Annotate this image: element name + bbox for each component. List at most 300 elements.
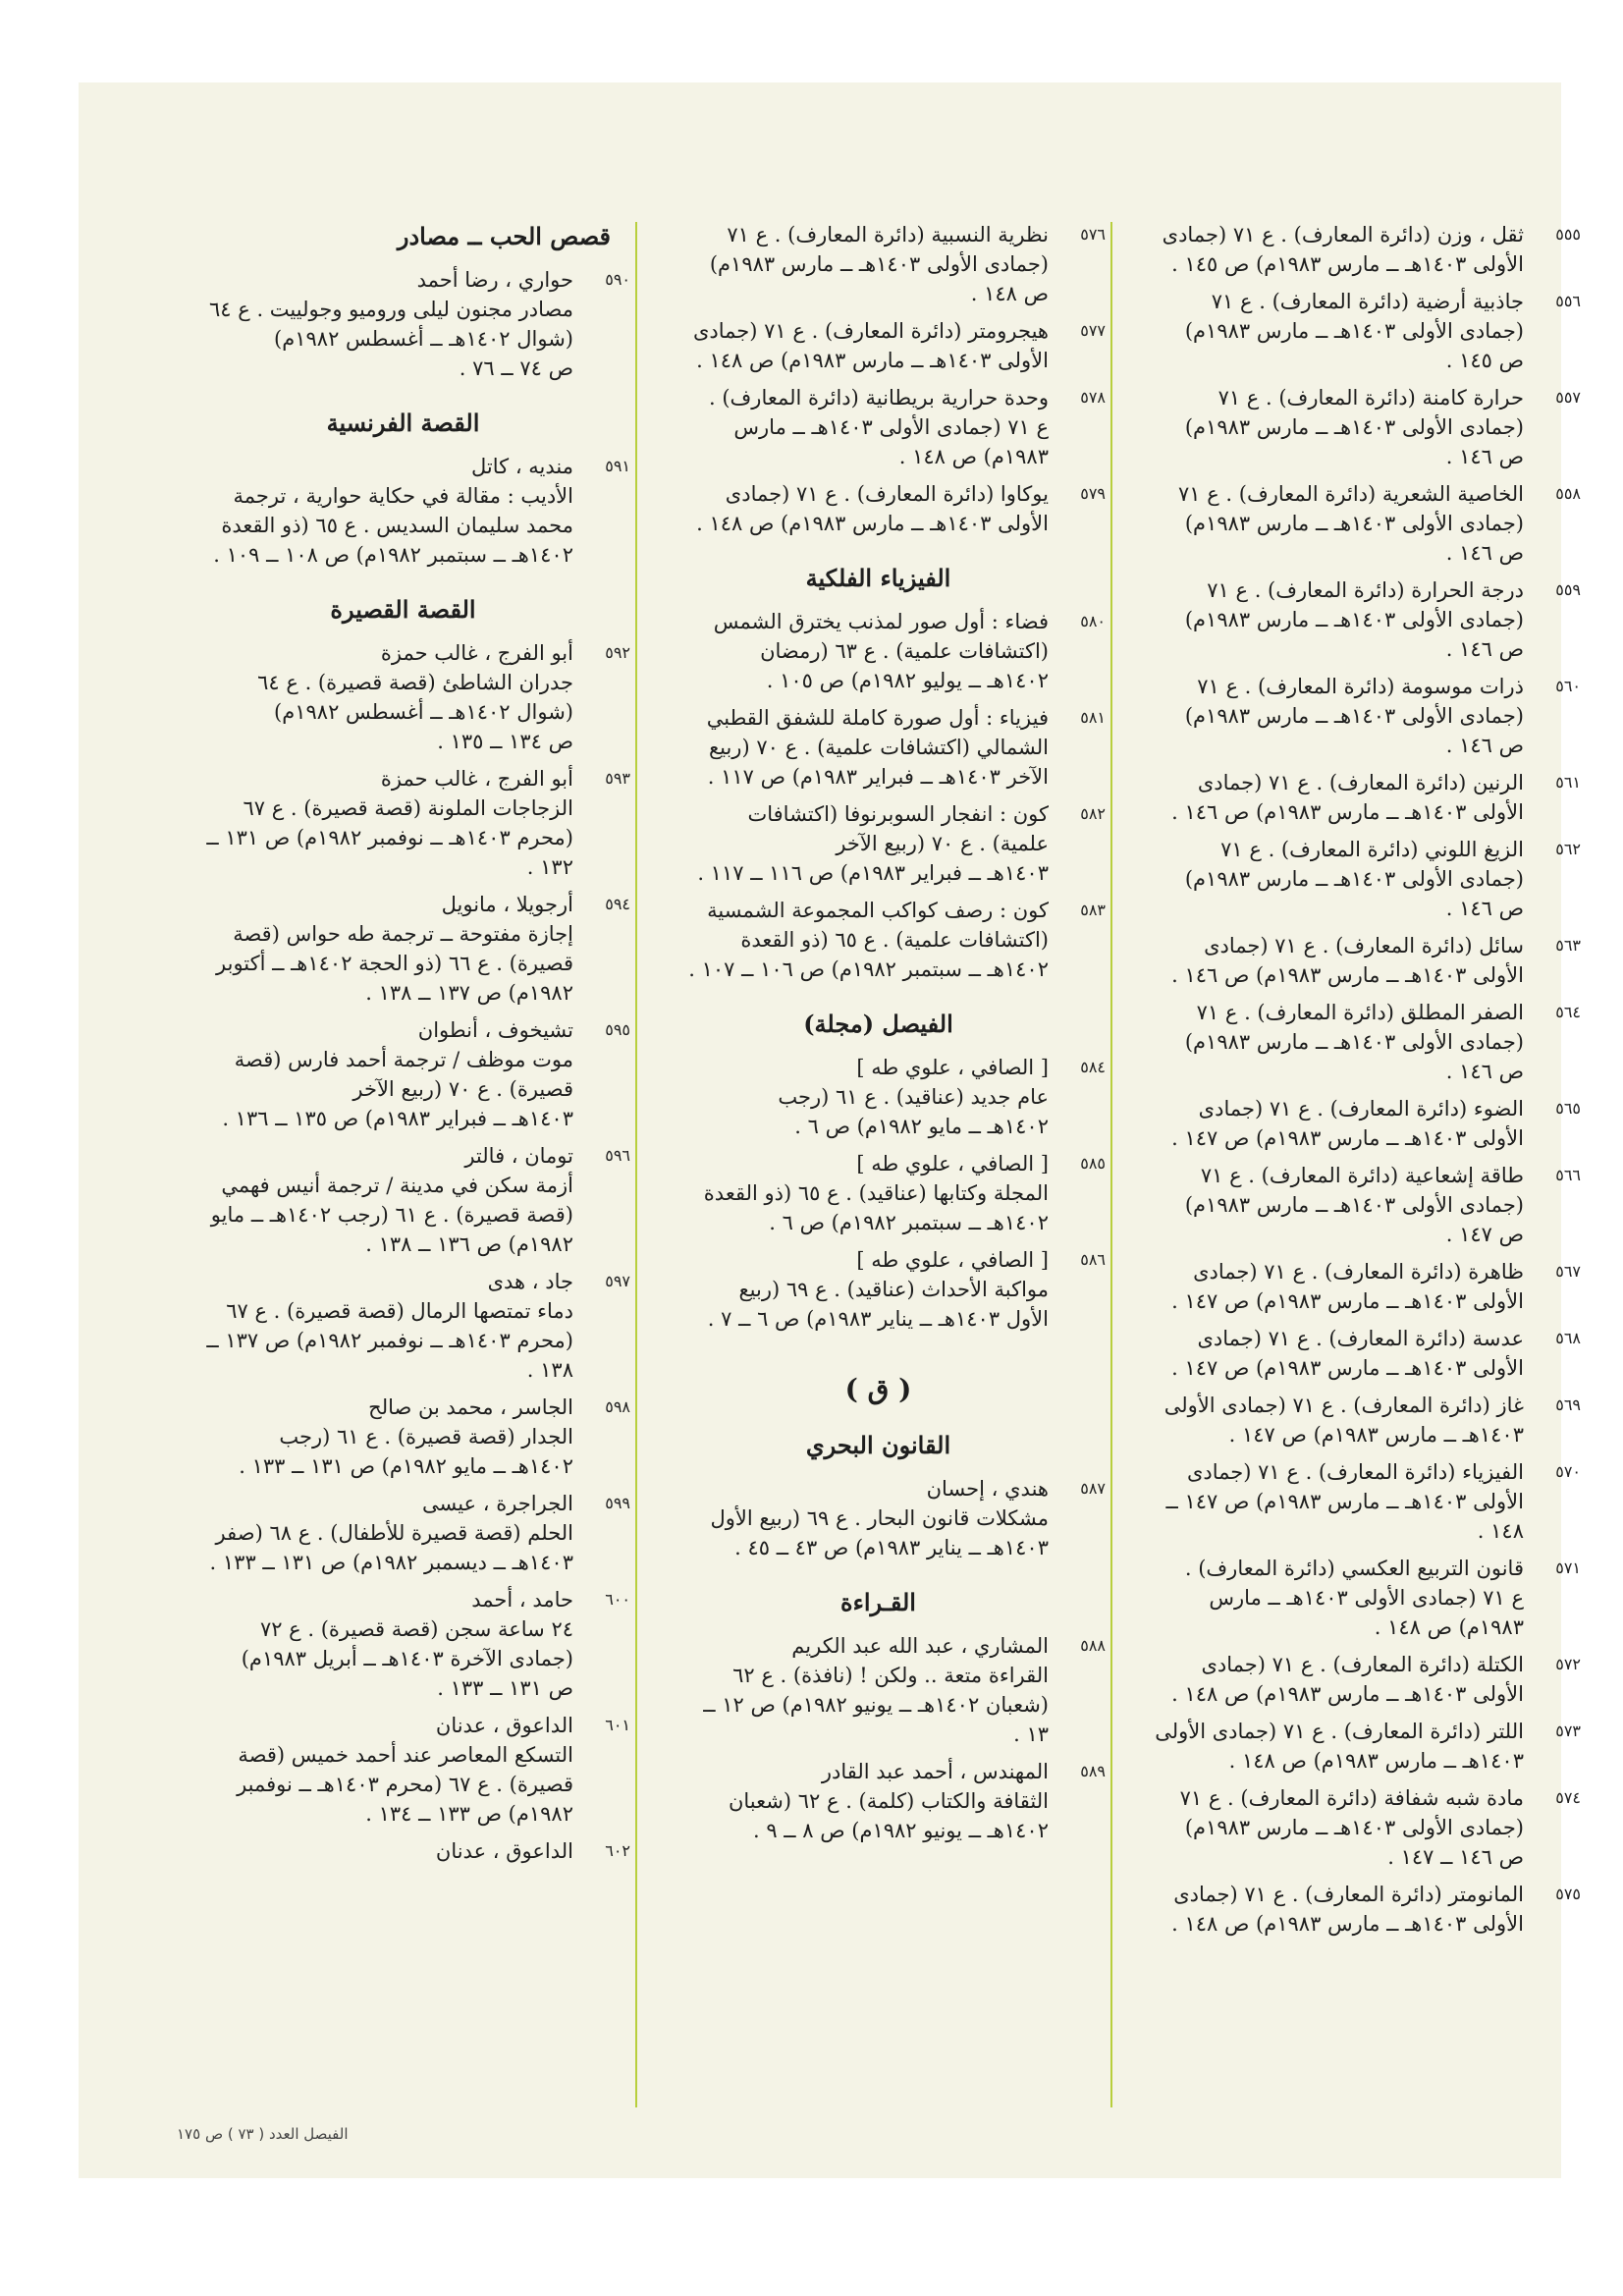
entry-line: الأولى ١٤٠٣هـ ــ مارس ١٩٨٣م) ص ١٤٨ . <box>1171 1912 1524 1936</box>
entry-line: المانومتر (دائرة المعارف) . ع ٧١ (جمادى <box>1173 1883 1524 1906</box>
entry-line: مواكبة الأحداث (عناقيد) . ع ٦٩ (ربيع <box>738 1278 1049 1301</box>
index-entry <box>651 1245 1106 1334</box>
entry-text <box>176 1015 573 1133</box>
entry-text <box>1126 672 1524 760</box>
entry-line: ص ١٤٦ ــ ١٤٧ . <box>1387 1845 1524 1869</box>
entry-text <box>176 1393 573 1481</box>
index-entry <box>651 1631 1106 1749</box>
entry-line: (محرم ١٤٠٣هـ ــ نوفمبر ١٩٨٢م) ص ١٣١ ــ <box>206 826 573 849</box>
entry-line: ص ١٤٥ . <box>1445 349 1524 372</box>
entry-number: ٥٨٢ <box>1080 804 1106 823</box>
entry-line: ١٤٠٣هـ ــ مارس ١٩٨٣م) ص ١٤٧ . <box>1228 1423 1524 1447</box>
entry-line: ص ١٤٦ . <box>1445 897 1524 920</box>
column-right <box>1126 220 1581 1946</box>
entry-number: ٥٧٨ <box>1080 388 1106 407</box>
entry-line: (شوال ١٤٠٢هـ ــ أغسطس ١٩٨٢م) <box>274 327 573 351</box>
entry-number: ٥٧٣ <box>1555 1722 1581 1740</box>
entry-line: ١٤٠٣هـ ــ ديسمبر ١٩٨٢م) ص ١٣١ ــ ١٣٣ . <box>209 1551 573 1574</box>
entry-line: ١٣٨ . <box>526 1358 573 1382</box>
letter-heading: ( ق ) <box>844 1373 912 1405</box>
index-entry <box>1126 835 1581 923</box>
index-entry <box>1126 931 1581 990</box>
entry-text <box>651 220 1049 308</box>
entry-number: ٥٥٦ <box>1555 292 1581 310</box>
entry-line: المهندس ، أحمد عبد القادر <box>821 1760 1049 1783</box>
index-entry <box>1126 1880 1581 1939</box>
entry-line: الآخر ١٤٠٣هـ ــ فبراير ١٩٨٣م) ص ١١٧ . <box>707 765 1049 789</box>
entry-line: ١٤٠٢هـ ــ يونيو ١٩٨٢م) ص ٨ ــ ٩ . <box>752 1819 1049 1842</box>
entry-line: مادة شبه شفافة (دائرة المعارف) . ع ٧١ <box>1179 1786 1524 1810</box>
entry-number: ٥٨٦ <box>1080 1250 1106 1269</box>
entry-line: الأولى ١٤٠٣هـ ــ مارس ١٩٨٣م) ص ١٤٥ . <box>1171 252 1524 276</box>
entry-text <box>1126 1094 1524 1153</box>
entry-line: سائل (دائرة المعارف) . ع ٧١ (جمادى <box>1204 934 1524 957</box>
entry-line: المجلة وكتابها (عناقيد) . ع ٦٥ (ذو القعدة <box>703 1181 1049 1205</box>
entry-text <box>651 1245 1049 1334</box>
entry-number: ٥٦٢ <box>1555 840 1581 858</box>
entry-line: ١٤٠٣هـ ــ يناير ١٩٨٣م) ص ٤٣ ــ ٤٥ . <box>734 1536 1049 1559</box>
entry-line: (شوال ١٤٠٢هـ ــ أغسطس ١٩٨٢م) <box>274 700 573 724</box>
entry-number: ٦٠٢ <box>605 1841 630 1860</box>
entry-line: ١٤٠٢هـ ــ مايو ١٩٨٢م) ص ٦ . <box>794 1115 1049 1138</box>
entry-line: الخاصية الشعرية (دائرة المعارف) . ع ٧١ <box>1177 482 1524 506</box>
entry-line: (قصة قصيرة) . ع ٦١ (رجب ١٤٠٢هـ ــ مايو <box>210 1203 573 1227</box>
entry-line: قصيرة) . ع ٦٧ (محرم ١٤٠٣هـ ــ نوفمبر <box>237 1773 573 1796</box>
journal-page <box>79 82 1581 2178</box>
index-entry <box>1126 1161 1581 1249</box>
entry-line: ١٤٠٢هـ ــ يوليو ١٩٨٢م) ص ١٠٥ . <box>766 669 1049 692</box>
entry-line: ١٤٨ . <box>1477 1519 1524 1543</box>
entry-number: ٥٩٥ <box>605 1020 630 1039</box>
entry-line: الأولى ١٤٠٣هـ ــ مارس ١٩٨٣م) ص ١٤٨ . <box>696 512 1049 535</box>
entry-line: الحلم (قصة قصيرة للأطفال) . ع ٦٨ (صفر <box>215 1521 573 1545</box>
entry-number: ٥٦٦ <box>1555 1166 1581 1184</box>
entry-line: [ الصافي ، علوي طه ] <box>856 1152 1049 1175</box>
entry-line: عدسة (دائرة المعارف) . ع ٧١ (جمادى <box>1197 1327 1524 1350</box>
entry-line: الأولى ١٤٠٣هـ ــ مارس ١٩٨٣م) ص ١٤٧ ــ <box>1165 1490 1524 1513</box>
entry-line: الجاسر ، محمد بن صالح <box>368 1395 573 1419</box>
entry-line: أبو الفرج ، غالب حمزة <box>380 641 573 665</box>
entry-text <box>176 1585 573 1703</box>
entry-text <box>651 799 1049 888</box>
entry-number: ٦٠١ <box>605 1716 630 1734</box>
entry-line: ١٤٠٢هـ ــ سبتمبر ١٩٨٢م) ص ١٠٨ ــ ١٠٩ . <box>213 543 573 567</box>
entry-line: ١٣٢ . <box>526 855 573 879</box>
entry-line: الأول ١٤٠٣هـ ــ يناير ١٩٨٣م) ص ٦ ــ ٧ . <box>707 1307 1049 1331</box>
entry-number: ٥٩٤ <box>605 895 630 913</box>
entry-text <box>1126 1257 1524 1316</box>
entry-line: الأديب : مقالة في حكاية حوارية ، ترجمة <box>233 484 573 508</box>
entry-line: ثقل ، وزن (دائرة المعارف) . ع ٧١ (جمادى <box>1162 223 1524 246</box>
index-entry <box>176 1836 630 1866</box>
entry-line: فضاء : أول صور لمذنب يخترق الشمس <box>713 610 1049 633</box>
entry-line: ص ١٤٨ . <box>970 282 1049 305</box>
entry-text <box>1126 1783 1524 1872</box>
entry-line: التسكع المعاصر عند أحمد خميس (قصة <box>238 1743 573 1767</box>
index-entry <box>176 1015 630 1133</box>
entry-line: درجة الحرارة (دائرة المعارف) . ع ٧١ <box>1207 578 1524 602</box>
entry-number: ٥٦٠ <box>1555 677 1581 695</box>
entry-number: ٥٦٨ <box>1555 1329 1581 1347</box>
index-entry <box>1126 575 1581 664</box>
index-entry <box>1126 768 1581 827</box>
entry-line: ص ١٤٦ . <box>1445 637 1524 661</box>
entry-text <box>651 1757 1049 1845</box>
entry-line: (جمادى الأولى ١٤٠٣هـ ــ مارس ١٩٨٣م) <box>1184 1816 1524 1839</box>
entry-line: أزمة سكن في مدينة / ترجمة أنيس فهمي <box>221 1174 573 1197</box>
entry-line: منديه ، كاتل <box>471 455 573 478</box>
entry-line: (جمادى الأولى ١٤٠٣هـ ــ مارس ١٩٨٣م) <box>1184 1030 1524 1054</box>
entry-line: (جمادى الأولى ١٤٠٣هـ ــ مارس ١٩٨٣م) <box>1184 415 1524 439</box>
entry-line: محمد سليمان السديس . ع ٦٥ (ذو القعدة <box>221 514 573 537</box>
entry-text <box>1126 1324 1524 1383</box>
section-heading: قصص الحب ــ مصادر <box>397 222 611 250</box>
entry-line: ١٩٨٢م) ص ١٣٦ ــ ١٣٨ . <box>365 1232 573 1256</box>
entry-text <box>176 764 573 882</box>
entry-line: ص ١٤٦ . <box>1445 445 1524 468</box>
entry-number: ٥٦٣ <box>1555 936 1581 955</box>
entry-line: مشكلات قانون البحار . ع ٦٩ (ربيع الأول <box>710 1506 1049 1530</box>
entry-number: ٥٩٨ <box>605 1397 630 1416</box>
entry-line: (اكتشافات علمية) . ع ٦٥ (ذو القعدة <box>740 928 1049 952</box>
entry-line: [ الصافي ، علوي طه ] <box>856 1056 1049 1079</box>
entry-text <box>176 890 573 1008</box>
entry-line: الزيغ اللوني (دائرة المعارف) . ع ٧١ <box>1220 838 1524 861</box>
entry-number: ٥٨٥ <box>1080 1154 1106 1173</box>
column-left <box>176 220 630 1874</box>
entry-text <box>651 1053 1049 1141</box>
index-entry <box>1126 1391 1581 1449</box>
entry-text <box>176 265 573 383</box>
column-middle <box>651 220 1106 1853</box>
entry-number: ٥٩١ <box>605 457 630 475</box>
entry-number: ٥٨٣ <box>1080 901 1106 919</box>
entry-text <box>1126 1161 1524 1249</box>
entry-line: ١٩٨٣م) ص ١٤٨ . <box>1374 1615 1524 1639</box>
index-entry <box>1126 287 1581 375</box>
entry-line: علمية) . ع ٧٠ (ربيع الآخر <box>836 832 1049 855</box>
index-entry <box>651 1474 1106 1562</box>
entry-text <box>1126 479 1524 568</box>
entry-line: ص ١٤٦ . <box>1445 541 1524 565</box>
entry-line: قصيرة) . ع ٦٦ (ذو الحجة ١٤٠٢هـ ــ أكتوبر <box>216 952 573 975</box>
entry-line: جاد ، هدى <box>487 1270 573 1293</box>
entry-line: هيجرومتر (دائرة المعارف) . ع ٧١ (جمادى <box>692 319 1049 343</box>
index-entry <box>176 1489 630 1577</box>
section-heading: الفيصل (مجلة) <box>803 1010 953 1038</box>
entry-number: ٥٧٢ <box>1555 1655 1581 1673</box>
entry-number: ٥٩٠ <box>605 270 630 289</box>
entry-text <box>651 479 1049 538</box>
entry-line: هندي ، إحسان <box>926 1477 1049 1501</box>
entry-line: دماء تمتصها الرمال (قصة قصيرة) . ع ٦٧ <box>226 1299 573 1323</box>
entry-line: وحدة حرارية بريطانية (دائرة المعارف) . <box>708 386 1049 410</box>
entry-text <box>176 1836 573 1866</box>
index-entry <box>651 383 1106 471</box>
index-entry <box>651 703 1106 792</box>
entry-text <box>651 1631 1049 1749</box>
entry-number: ٦٠٠ <box>605 1590 630 1609</box>
index-entry <box>651 1757 1106 1845</box>
section-heading: القصة الفرنسية <box>326 409 480 437</box>
index-entry <box>176 1141 630 1259</box>
entry-line: الجدار (قصة قصيرة) . ع ٦١ (رجب <box>279 1425 573 1449</box>
entry-line: ٢٤ ساعة سجن (قصة قصيرة) . ع ٧٢ <box>259 1617 573 1641</box>
section-heading: الفيزياء الفلكية <box>805 564 951 592</box>
entry-line: [ الصافي ، علوي طه ] <box>856 1248 1049 1272</box>
index-entry <box>1126 1717 1581 1776</box>
entry-line: (محرم ١٤٠٣هـ ــ نوفمبر ١٩٨٢م) ص ١٣٧ ــ <box>206 1329 573 1352</box>
entry-number: ٥٦٧ <box>1555 1262 1581 1281</box>
entry-line: ص ١٤٦ . <box>1445 1060 1524 1083</box>
entry-line: مصادر مجنون ليلى وروميو وجولييت . ع ٦٤ <box>209 298 573 321</box>
entry-line: ع ٧١ (جمادى الأولى ١٤٠٣هـ ــ مارس <box>1209 1586 1524 1610</box>
entry-line: (اكتشافات علمية) . ع ٦٣ (رمضان <box>760 639 1049 663</box>
entry-line: حامد ، أحمد <box>471 1588 573 1612</box>
entry-line: أبو الفرج ، غالب حمزة <box>380 767 573 791</box>
entry-line: الأولى ١٤٠٣هـ ــ مارس ١٩٨٣م) ص ١٤٨ . <box>1171 1682 1524 1706</box>
index-entry <box>176 1711 630 1829</box>
entry-line: طاقة إشعاعية (دائرة المعارف) . ع ٧١ <box>1200 1164 1524 1187</box>
index-entry <box>1126 1324 1581 1383</box>
entry-line: تشيخوف ، أنطوان <box>417 1018 573 1042</box>
entry-text <box>1126 1650 1524 1709</box>
index-entry <box>1126 672 1581 760</box>
entry-number: ٥٥٧ <box>1555 388 1581 407</box>
entry-line: ١٤٠٢هـ ــ مايو ١٩٨٢م) ص ١٣١ ــ ١٣٣ . <box>239 1454 573 1478</box>
entry-line: (جمادى الأولى ١٤٠٣هـ ــ مارس ١٩٨٣م) <box>1184 319 1524 343</box>
index-entry <box>176 265 630 383</box>
entry-text <box>651 896 1049 984</box>
entry-number: ٥٥٨ <box>1555 484 1581 503</box>
entry-number: ٥٧٦ <box>1080 225 1106 244</box>
entry-line: الأولى ١٤٠٣هـ ــ مارس ١٩٨٣م) ص ١٤٦ . <box>1171 963 1524 987</box>
entry-text <box>1126 1457 1524 1546</box>
entry-line: الأولى ١٤٠٣هـ ــ مارس ١٩٨٣م) ص ١٤٧ . <box>1171 1126 1524 1150</box>
entry-number: ٥٦٤ <box>1555 1003 1581 1021</box>
index-entry <box>651 479 1106 538</box>
entry-number: ٥٨٧ <box>1080 1479 1106 1498</box>
entry-line: غاز (دائرة المعارف) . ع ٧١ (جمادى الأولى <box>1163 1394 1524 1417</box>
index-entry <box>176 638 630 756</box>
index-entry <box>176 452 630 570</box>
index-entry <box>651 1149 1106 1237</box>
index-entry <box>1126 998 1581 1086</box>
entry-text <box>651 607 1049 695</box>
entry-number: ٥٦٥ <box>1555 1099 1581 1118</box>
section-heading: القصة القصيرة <box>330 595 476 624</box>
entry-text <box>1126 768 1524 827</box>
entry-number: ٥٧٤ <box>1555 1788 1581 1807</box>
entry-number: ٥٧٧ <box>1080 321 1106 340</box>
index-entry <box>176 890 630 1008</box>
entry-line: يوكاوا (دائرة المعارف) . ع ٧١ (جمادى <box>725 482 1049 506</box>
entry-line: فيزياء : أول صورة كاملة للشفق القطبي <box>706 706 1049 730</box>
entry-line: ص ١٤٧ . <box>1445 1223 1524 1246</box>
entry-text <box>176 1711 573 1829</box>
index-entry <box>651 896 1106 984</box>
entry-number: ٥٩٩ <box>605 1494 630 1512</box>
entry-line: ١٣ . <box>1013 1722 1049 1746</box>
entry-line: الداعوق ، عدنان <box>435 1839 573 1863</box>
entry-line: كون : انفجار السوبرنوفا (اكتشافات <box>747 802 1049 826</box>
entry-number: ٥٨١ <box>1080 708 1106 727</box>
entry-text <box>1126 575 1524 664</box>
entry-line: (جمادى الأولى ١٤٠٣هـ ــ مارس ١٩٨٣م) <box>1184 867 1524 891</box>
index-entry <box>1126 1257 1581 1316</box>
section-heading: القـراءة <box>840 1588 916 1616</box>
index-entry <box>651 316 1106 375</box>
entry-line: الأولى ١٤٠٣هـ ــ مارس ١٩٨٣م) ص ١٤٨ . <box>696 349 1049 372</box>
entry-number: ٥٦٩ <box>1555 1395 1581 1414</box>
entry-text <box>1126 1554 1524 1642</box>
entry-line: ص ١٤٦ . <box>1445 734 1524 757</box>
entry-number: ٥٧١ <box>1555 1558 1581 1577</box>
entry-line: جدران الشاطئ (قصة قصيرة) . ع ٦٤ <box>257 671 573 694</box>
entry-line: اللتر (دائرة المعارف) . ع ٧١ (جمادى الأولى <box>1155 1720 1524 1743</box>
index-entry <box>1126 1783 1581 1872</box>
entry-line: كون : رصف كواكب المجموعة الشمسية <box>707 899 1049 922</box>
entry-text <box>1126 1717 1524 1776</box>
entry-number: ٥٧٠ <box>1555 1462 1581 1481</box>
entry-line: ١٤٠٣هـ ــ مارس ١٩٨٣م) ص ١٤٨ . <box>1228 1749 1524 1773</box>
entry-line: الثقافة والكتاب (كلمة) . ع ٦٢ (شعبان <box>728 1789 1049 1813</box>
entry-line: حرارة كامنة (دائرة المعارف) . ع ٧١ <box>1217 386 1524 410</box>
entry-text <box>1126 287 1524 375</box>
entry-line: ص ٧٤ ــ ٧٦ . <box>459 356 573 380</box>
entry-text <box>176 638 573 756</box>
entry-line: ١٤٠٢هـ ــ سبتمبر ١٩٨٢م) ص ٦ . <box>769 1211 1049 1234</box>
entry-line: الفيزياء (دائرة المعارف) . ع ٧١ (جمادى <box>1186 1460 1524 1484</box>
entry-line: الأولى ١٤٠٣هـ ــ مارس ١٩٨٣م) ص ١٤٦ . <box>1171 800 1524 824</box>
section-heading: القانون البحري <box>805 1431 951 1459</box>
index-entry <box>176 1393 630 1481</box>
entry-number: ٥٥٥ <box>1555 225 1581 244</box>
entry-text <box>176 1141 573 1259</box>
entry-line: نظرية النسبية (دائرة المعارف) . ع ٧١ <box>727 223 1049 246</box>
entry-line: القراءة متعة .. ولكن ! (نافذة) . ع ٦٢ <box>732 1664 1049 1687</box>
entry-line: ذرات موسومة (دائرة المعارف) . ع ٧١ <box>1197 675 1524 698</box>
entry-number: ٥٨٠ <box>1080 612 1106 630</box>
entry-line: ١٩٨٢م) ص ١٣٣ ــ ١٣٤ . <box>365 1802 573 1826</box>
index-entry <box>1126 1094 1581 1153</box>
entry-line: ص ١٣٤ ــ ١٣٥ . <box>437 730 573 753</box>
entry-number: ٥٦١ <box>1555 773 1581 792</box>
entry-line: الزجاجات الملونة (قصة قصيرة) . ع ٦٧ <box>243 796 573 820</box>
index-entry <box>651 220 1106 308</box>
index-entry <box>651 1053 1106 1141</box>
entry-text <box>1126 931 1524 990</box>
entry-line: الرنين (دائرة المعارف) . ع ٧١ (جمادى <box>1197 771 1524 794</box>
entry-text <box>1126 383 1524 471</box>
entry-line: الأولى ١٤٠٣هـ ــ مارس ١٩٨٣م) ص ١٤٧ . <box>1171 1289 1524 1313</box>
entry-line: إجازة مفتوحة ــ ترجمة طه حواس (قصة <box>233 922 573 946</box>
index-entry <box>1126 479 1581 568</box>
entry-line: قانون التربيع العكسي (دائرة المعارف) . <box>1184 1557 1524 1580</box>
index-entry <box>1126 1554 1581 1642</box>
entry-line: (جمادى الآخرة ١٤٠٣هـ ــ أبريل ١٩٨٣م) <box>241 1647 573 1670</box>
entry-line: الجراجرة ، عيسى <box>421 1492 573 1515</box>
entry-line: (جمادى الأولى ١٤٠٣هـ ــ مارس ١٩٨٣م) <box>1184 512 1524 535</box>
entry-line: ص ١٣١ ــ ١٣٣ . <box>437 1676 573 1700</box>
entry-line: الضوء (دائرة المعارف) . ع ٧١ (جمادى <box>1198 1097 1524 1121</box>
entry-line: قصيرة) . ع ٧٠ (ربيع الآخر <box>352 1077 573 1101</box>
entry-number: ٥٩٦ <box>605 1146 630 1165</box>
entry-text <box>1126 1880 1524 1939</box>
entry-line: ١٤٠٣هـ ــ فبراير ١٩٨٣م) ص ١٣٥ ــ ١٣٦ . <box>222 1107 573 1130</box>
entry-line: تومان ، فالتر <box>464 1144 573 1168</box>
entry-number: ٥٨٨ <box>1080 1636 1106 1655</box>
entry-line: عام جديد (عناقيد) . ع ٦١ (رجب <box>778 1085 1049 1109</box>
index-entry <box>651 799 1106 888</box>
entry-line: ١٩٨٣م) ص ١٤٨ . <box>898 445 1049 468</box>
entry-text <box>651 383 1049 471</box>
index-entry <box>176 1585 630 1703</box>
index-entry <box>1126 383 1581 471</box>
entry-line: (جمادى الأولى ١٤٠٣هـ ــ مارس ١٩٨٣م) <box>709 252 1049 276</box>
entry-number: ٥٩٣ <box>605 769 630 788</box>
entry-line: الداعوق ، عدنان <box>435 1714 573 1737</box>
entry-text <box>1126 998 1524 1086</box>
entry-line: الكتلة (دائرة المعارف) . ع ٧١ (جمادى <box>1201 1653 1524 1676</box>
entry-text <box>1126 1391 1524 1449</box>
entry-number: ٥٩٧ <box>605 1272 630 1290</box>
entry-line: (شعبان ١٤٠٢هـ ــ يونيو ١٩٨٢م) ص ١٢ ــ <box>703 1693 1049 1717</box>
index-entry <box>651 607 1106 695</box>
entry-number: ٥٨٩ <box>1080 1762 1106 1780</box>
entry-number: ٥٧٥ <box>1555 1885 1581 1903</box>
index-entry <box>1126 1457 1581 1546</box>
column-rule <box>1110 222 1112 2107</box>
entry-line: حواري ، رضا أحمد <box>416 268 573 292</box>
entry-line: ١٤٠٣هـ ــ فبراير ١٩٨٣م) ص ١١٦ ــ ١١٧ . <box>697 861 1049 885</box>
page-footer: الفيصل العدد ( ٧٣ ) ص ١٧٥ <box>177 2125 349 2143</box>
entry-line: المشاري ، عبد الله عبد الكريم <box>791 1634 1049 1658</box>
entry-line: ظاهرة (دائرة المعارف) . ع ٧١ (جمادى <box>1193 1260 1524 1284</box>
entry-number: ٥٨٤ <box>1080 1058 1106 1076</box>
entry-line: الصفر المطلق (دائرة المعارف) . ع ٧١ <box>1196 1001 1524 1024</box>
index-entry <box>1126 220 1581 279</box>
entry-line: ١٩٨٢م) ص ١٣٧ ــ ١٣٨ . <box>365 981 573 1005</box>
entry-line: (جمادى الأولى ١٤٠٣هـ ــ مارس ١٩٨٣م) <box>1184 704 1524 728</box>
entry-number: ٥٩٢ <box>605 643 630 662</box>
entry-line: أرجويلا ، مانويل <box>441 893 573 916</box>
entry-text <box>651 316 1049 375</box>
column-rule <box>635 222 637 2107</box>
entry-line: الشمالي (اكتشافات علمية) . ع ٧٠ (ربيع <box>708 736 1049 759</box>
entry-text <box>1126 835 1524 923</box>
entry-text <box>651 1474 1049 1562</box>
entry-line: ١٤٠٢هـ ــ سبتمبر ١٩٨٢م) ص ١٠٦ ــ ١٠٧ . <box>688 957 1049 981</box>
index-entry <box>176 764 630 882</box>
entry-number: ٥٧٩ <box>1080 484 1106 503</box>
entry-text <box>1126 220 1524 279</box>
entry-line: (جمادى الأولى ١٤٠٣هـ ــ مارس ١٩٨٣م) <box>1184 608 1524 631</box>
entry-number: ٥٥٩ <box>1555 580 1581 599</box>
entry-line: موت موظف / ترجمة أحمد فارس (قصة <box>234 1048 573 1071</box>
entry-text <box>651 703 1049 792</box>
entry-text <box>651 1149 1049 1237</box>
entry-line: جاذبية أرضية (دائرة المعارف) . ع ٧١ <box>1211 290 1524 313</box>
entry-text <box>176 1489 573 1577</box>
entry-line: ع ٧١ (جمادى الأولى ١٤٠٣هـ ــ مارس <box>733 415 1049 439</box>
index-entry <box>176 1267 630 1385</box>
entry-line: الأولى ١٤٠٣هـ ــ مارس ١٩٨٣م) ص ١٤٧ . <box>1171 1356 1524 1380</box>
entry-text <box>176 452 573 570</box>
index-entry <box>1126 1650 1581 1709</box>
entry-line: (جمادى الأولى ١٤٠٣هـ ــ مارس ١٩٨٣م) <box>1184 1193 1524 1217</box>
entry-text <box>176 1267 573 1385</box>
